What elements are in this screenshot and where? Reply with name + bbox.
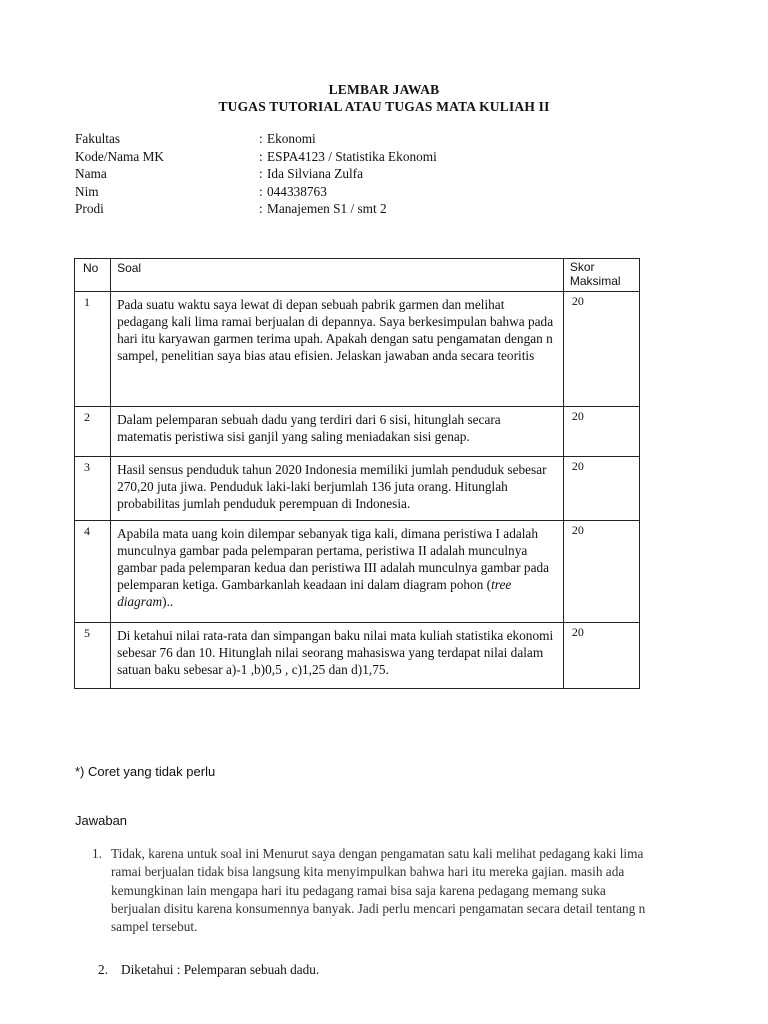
footnote: *) Coret yang tidak perlu <box>75 764 216 779</box>
question-number: 5 <box>75 623 111 689</box>
answers-label: Jawaban <box>75 813 128 828</box>
document-title: LEMBAR JAWAB <box>328 82 440 97</box>
info-separator: : <box>259 131 263 146</box>
header-no: No <box>75 259 111 292</box>
info-separator: : <box>259 183 263 199</box>
info-row-nim <box>75 183 437 201</box>
info-row-nama <box>75 165 437 183</box>
table-header-row <box>75 259 640 292</box>
info-separator: : <box>259 148 263 164</box>
answer-text: Tidak, karena untuk soal ini Menurut saya dengan pengamatan satu kali melihat pedagang kaki lima ramai berjualan tidak bisa langsung kita menyimpulkan bahwa hari itu mereka gajian. masih ada kemungkinan lain mengapa hari itu pedagang ramai bisa saja karena pedagang memang suka berjualan disitu karena konsumennya banyak. Jadi perlu mencari pengamatan secara detail tentang n sampel tersebut. <box>111 846 646 935</box>
info-key: Nim <box>75 183 99 199</box>
document-subtitle: TUGAS TUTORIAL ATAU TUGAS MATA KULIAH II <box>218 99 550 114</box>
info-key: Kode/Nama MK <box>75 148 164 164</box>
answer-number: 1. <box>92 846 102 861</box>
questions-table <box>74 258 640 689</box>
answer-text: Diketahui : Pelemparan sebuah dadu. <box>121 962 320 977</box>
question-number: 4 <box>75 521 111 623</box>
question-text: Dalam pelemparan sebuah dadu yang terdiri dari 6 sisi, hitunglah secara matematis peristiwa sisi ganjil yang saling meniadakan sisi genap. <box>111 407 564 457</box>
info-value: Ekonomi <box>267 131 316 146</box>
table-row <box>75 292 640 407</box>
info-row-prodi <box>75 200 437 218</box>
question-number: 2 <box>75 407 111 457</box>
question-text-part: ).. <box>162 594 174 609</box>
header-skor <box>563 259 639 292</box>
question-text-part: Apabila mata uang koin dilempar sebanyak tiga kali, dimana peristiwa I adalah munculnya gambar pada pelemparan pertama, peristiwa II adalah munculnya gambar pada pelemparan kedua dan peristiwa III adalah munculnya gambar pada pelemparan ketiga. Gambarkanlah keadaan ini dalam diagram pohon ( <box>117 526 550 592</box>
info-value: Manajemen S1 / smt 2 <box>267 201 387 216</box>
question-text: Di ketahui nilai rata-rata dan simpangan baku nilai mata kuliah statistika ekonomi sebesar 76 dan 10. Hitunglah nilai seorang mahasiswa yang terdapat nilai dalam satuan baku sebesar a)-1 ,b)0,5 , c)1,25 dan d)1,75. <box>111 623 564 689</box>
header-skor-line1: Skor <box>569 260 595 274</box>
question-score: 20 <box>563 457 639 521</box>
info-row-kode-mk <box>75 148 437 166</box>
info-value: 044338763 <box>267 183 327 199</box>
question-score: 20 <box>563 623 639 689</box>
info-key: Prodi <box>75 201 104 216</box>
header-skor-line2: Maksimal <box>569 274 621 288</box>
question-score: 20 <box>563 292 639 407</box>
table-row <box>75 407 640 457</box>
question-text: Hasil sensus penduduk tahun 2020 Indonesia memiliki jumlah penduduk sebesar 270,20 juta jiwa. Penduduk laki-laki berjumlah 136 juta orang. Hitunglah probabilitas jumlah penduduk perempuan di Indonesia. <box>111 457 564 521</box>
question-number: 3 <box>75 457 111 521</box>
header-soal: Soal <box>111 259 564 292</box>
answer-item-1 <box>92 845 652 936</box>
student-info <box>75 130 437 218</box>
info-row-fakultas <box>75 130 437 148</box>
question-number: 1 <box>75 292 111 407</box>
question-text: Pada suatu waktu saya lewat di depan sebuah pabrik garmen dan melihat pedagang kali lima ramai berjualan di depannya. Saya berkesimpulan bahwa pada hari itu karyawan garmen terima upah. Apakah dengan satu pengamatan dengan n sampel, penelitian saya bias atau efisien. Jelaskan jawaban anda secara teoritis <box>111 292 564 407</box>
answer-number: 2. <box>98 962 108 977</box>
question-text-italic: tree diagram <box>117 577 512 609</box>
info-key: Fakultas <box>75 131 121 146</box>
info-value: Ida Silviana Zulfa <box>267 166 363 181</box>
answer-item-2 <box>98 962 319 978</box>
info-separator: : <box>259 166 263 181</box>
table-row <box>75 521 640 623</box>
info-value: ESPA4123 / Statistika Ekonomi <box>267 148 437 164</box>
question-score: 20 <box>563 407 639 457</box>
info-separator: : <box>259 201 263 216</box>
question-text <box>111 521 564 623</box>
question-score: 20 <box>563 521 639 623</box>
table-row <box>75 457 640 521</box>
table-row <box>75 623 640 689</box>
info-key: Nama <box>75 166 107 181</box>
